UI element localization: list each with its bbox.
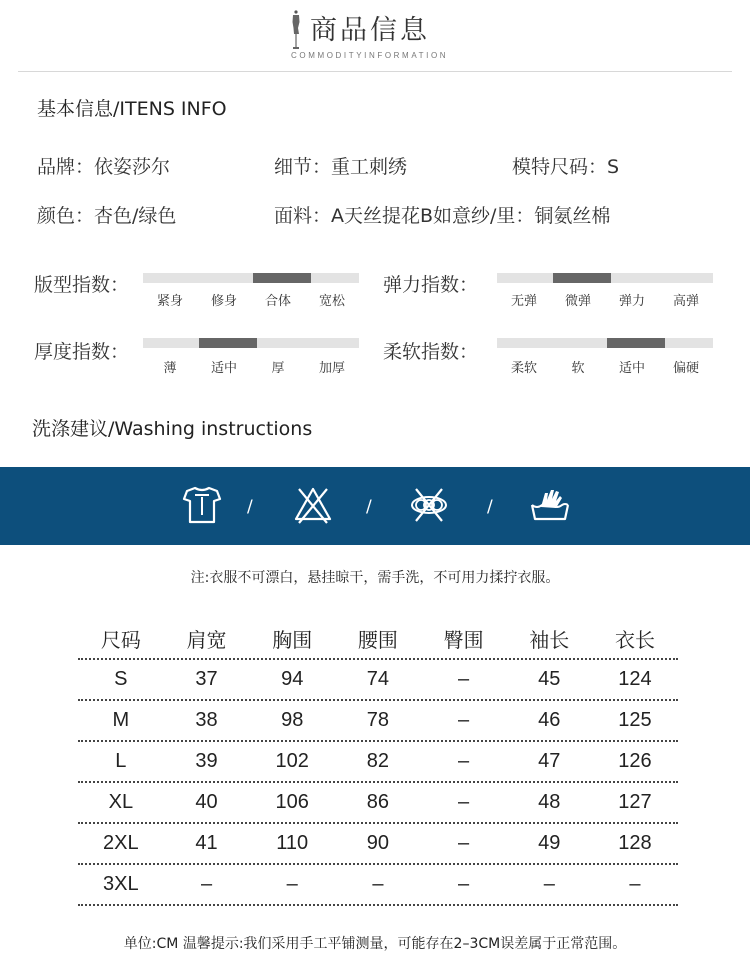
page-subtitle: COMMODITYINFORMATION (291, 51, 449, 60)
size-table-header (78, 620, 678, 660)
table-cell: – (458, 873, 470, 895)
header-cell: 臀围 (443, 628, 484, 652)
washing-title: 洗涤建议/Washing instructions (32, 418, 313, 440)
header-cell: 衣长 (614, 628, 655, 652)
table-cell: 90 (366, 832, 390, 854)
fit-tick: 修身 (210, 294, 237, 309)
fabric-attr: 面料：A天丝提花B如意纱/里：铜氨丝棉 (274, 205, 611, 227)
table-cell: 74 (366, 668, 390, 690)
table-cell: – (543, 873, 555, 895)
softness-index-label: 柔软指数： (383, 341, 479, 363)
table-cell: 125 (618, 709, 652, 731)
table-row (78, 701, 678, 742)
table-cell: 2XL (103, 832, 139, 854)
table-cell: 82 (366, 750, 390, 772)
washing-note: 注:衣服不可漂白，悬挂晾干，需手洗，不可用力揉拧衣服。 (190, 570, 560, 586)
elasticity-tick: 无弹 (510, 294, 537, 309)
table-cell: L (115, 750, 127, 772)
no-bleach-icon (292, 485, 334, 525)
table-row (78, 865, 678, 906)
table-cell: – (458, 668, 470, 690)
icon-separator: / (487, 497, 493, 517)
table-cell: – (372, 873, 384, 895)
table-cell: M (112, 709, 130, 731)
table-cell: 41 (195, 832, 218, 854)
table-row (78, 660, 678, 701)
softness-tick: 软 (571, 361, 585, 376)
table-cell: 3XL (103, 873, 139, 895)
softness-index-bar (497, 338, 713, 348)
washing-icons-band (0, 467, 750, 545)
header-cell: 胸围 (272, 628, 313, 652)
thickness-index-bar (143, 338, 359, 348)
icon-separator: / (247, 497, 253, 517)
elasticity-tick: 弹力 (618, 294, 645, 309)
table-cell: 37 (195, 668, 218, 690)
table-cell: 39 (195, 750, 218, 772)
measurement-footnote: 单位:CM 温馨提示:我们采用手工平铺测量，可能存在2–3CM误差属于正常范围。 (123, 936, 627, 952)
icon-separator: / (366, 497, 372, 517)
softness-tick: 柔软 (510, 361, 537, 376)
fit-tick: 紧身 (156, 294, 183, 309)
thickness-index-label: 厚度指数： (34, 341, 130, 363)
fit-index-bar (143, 273, 359, 283)
thickness-tick: 薄 (163, 361, 177, 376)
brand-attr: 品牌：依姿莎尔 (37, 156, 171, 178)
table-cell: 126 (618, 750, 652, 772)
elasticity-index-bar (497, 273, 713, 283)
table-row (78, 783, 678, 824)
color-attr: 颜色：杏色/绿色 (37, 205, 177, 227)
table-cell: 110 (276, 832, 309, 854)
elasticity-index-ticks (497, 290, 713, 309)
softness-index-fill (607, 338, 665, 348)
model-size-attr: 模特尺码：S (512, 156, 620, 178)
table-cell: 78 (366, 709, 390, 731)
table-cell: – (458, 709, 470, 731)
table-cell: 86 (366, 791, 390, 813)
table-cell: 46 (538, 709, 561, 731)
thickness-index-ticks (143, 357, 359, 376)
detail-attr: 细节：重工刺绣 (274, 156, 408, 178)
softness-tick: 偏硬 (672, 361, 699, 376)
header-cell: 袖长 (529, 628, 570, 652)
table-cell: – (458, 832, 470, 854)
table-cell: 94 (281, 668, 304, 690)
header-cell: 尺码 (100, 628, 141, 652)
no-wring-icon (408, 485, 450, 525)
hand-wash-icon (529, 485, 571, 525)
thickness-tick: 加厚 (318, 361, 345, 376)
fit-index-label: 版型指数： (34, 274, 130, 296)
table-row (78, 742, 678, 783)
basic-info-title: 基本信息/ITENS INFO (37, 98, 227, 120)
elasticity-tick: 高弹 (672, 294, 699, 309)
table-cell: 40 (195, 791, 218, 813)
elasticity-tick: 微弹 (564, 294, 591, 309)
thickness-tick: 适中 (210, 361, 237, 376)
hang-dry-icon (181, 485, 223, 525)
mannequin-icon (291, 10, 301, 50)
table-cell: 38 (195, 709, 218, 731)
table-cell: S (114, 668, 128, 690)
table-cell: – (458, 791, 470, 813)
page-title: 商品信息 (310, 15, 430, 46)
table-cell: – (458, 750, 470, 772)
thickness-tick: 厚 (271, 361, 285, 376)
fit-tick: 合体 (264, 294, 291, 309)
elasticity-index-label: 弹力指数： (383, 274, 479, 296)
fit-tick: 宽松 (318, 294, 345, 309)
table-cell: 45 (538, 668, 561, 690)
size-table (78, 620, 678, 906)
header (0, 0, 750, 72)
table-cell: – (200, 873, 213, 895)
header-divider (18, 71, 732, 72)
fit-index-fill (253, 273, 311, 283)
fit-index-ticks (143, 290, 359, 309)
table-cell: 47 (538, 750, 561, 772)
table-cell: 106 (275, 791, 309, 813)
table-cell: 102 (275, 750, 309, 772)
table-cell: 124 (618, 668, 652, 690)
table-cell: 127 (618, 791, 652, 813)
table-cell: XL (108, 791, 134, 813)
softness-index-ticks (497, 357, 713, 376)
table-row (78, 824, 678, 865)
table-cell: – (286, 873, 298, 895)
elasticity-index-fill (553, 273, 611, 283)
table-cell: 128 (618, 832, 652, 854)
thickness-index-fill (199, 338, 257, 348)
softness-tick: 适中 (618, 361, 645, 376)
header-cell: 肩宽 (186, 628, 227, 652)
table-cell: – (629, 873, 641, 895)
header-cell: 腰围 (357, 628, 398, 652)
table-cell: 98 (281, 709, 304, 731)
table-cell: 49 (538, 832, 561, 854)
table-cell: 48 (538, 791, 561, 813)
